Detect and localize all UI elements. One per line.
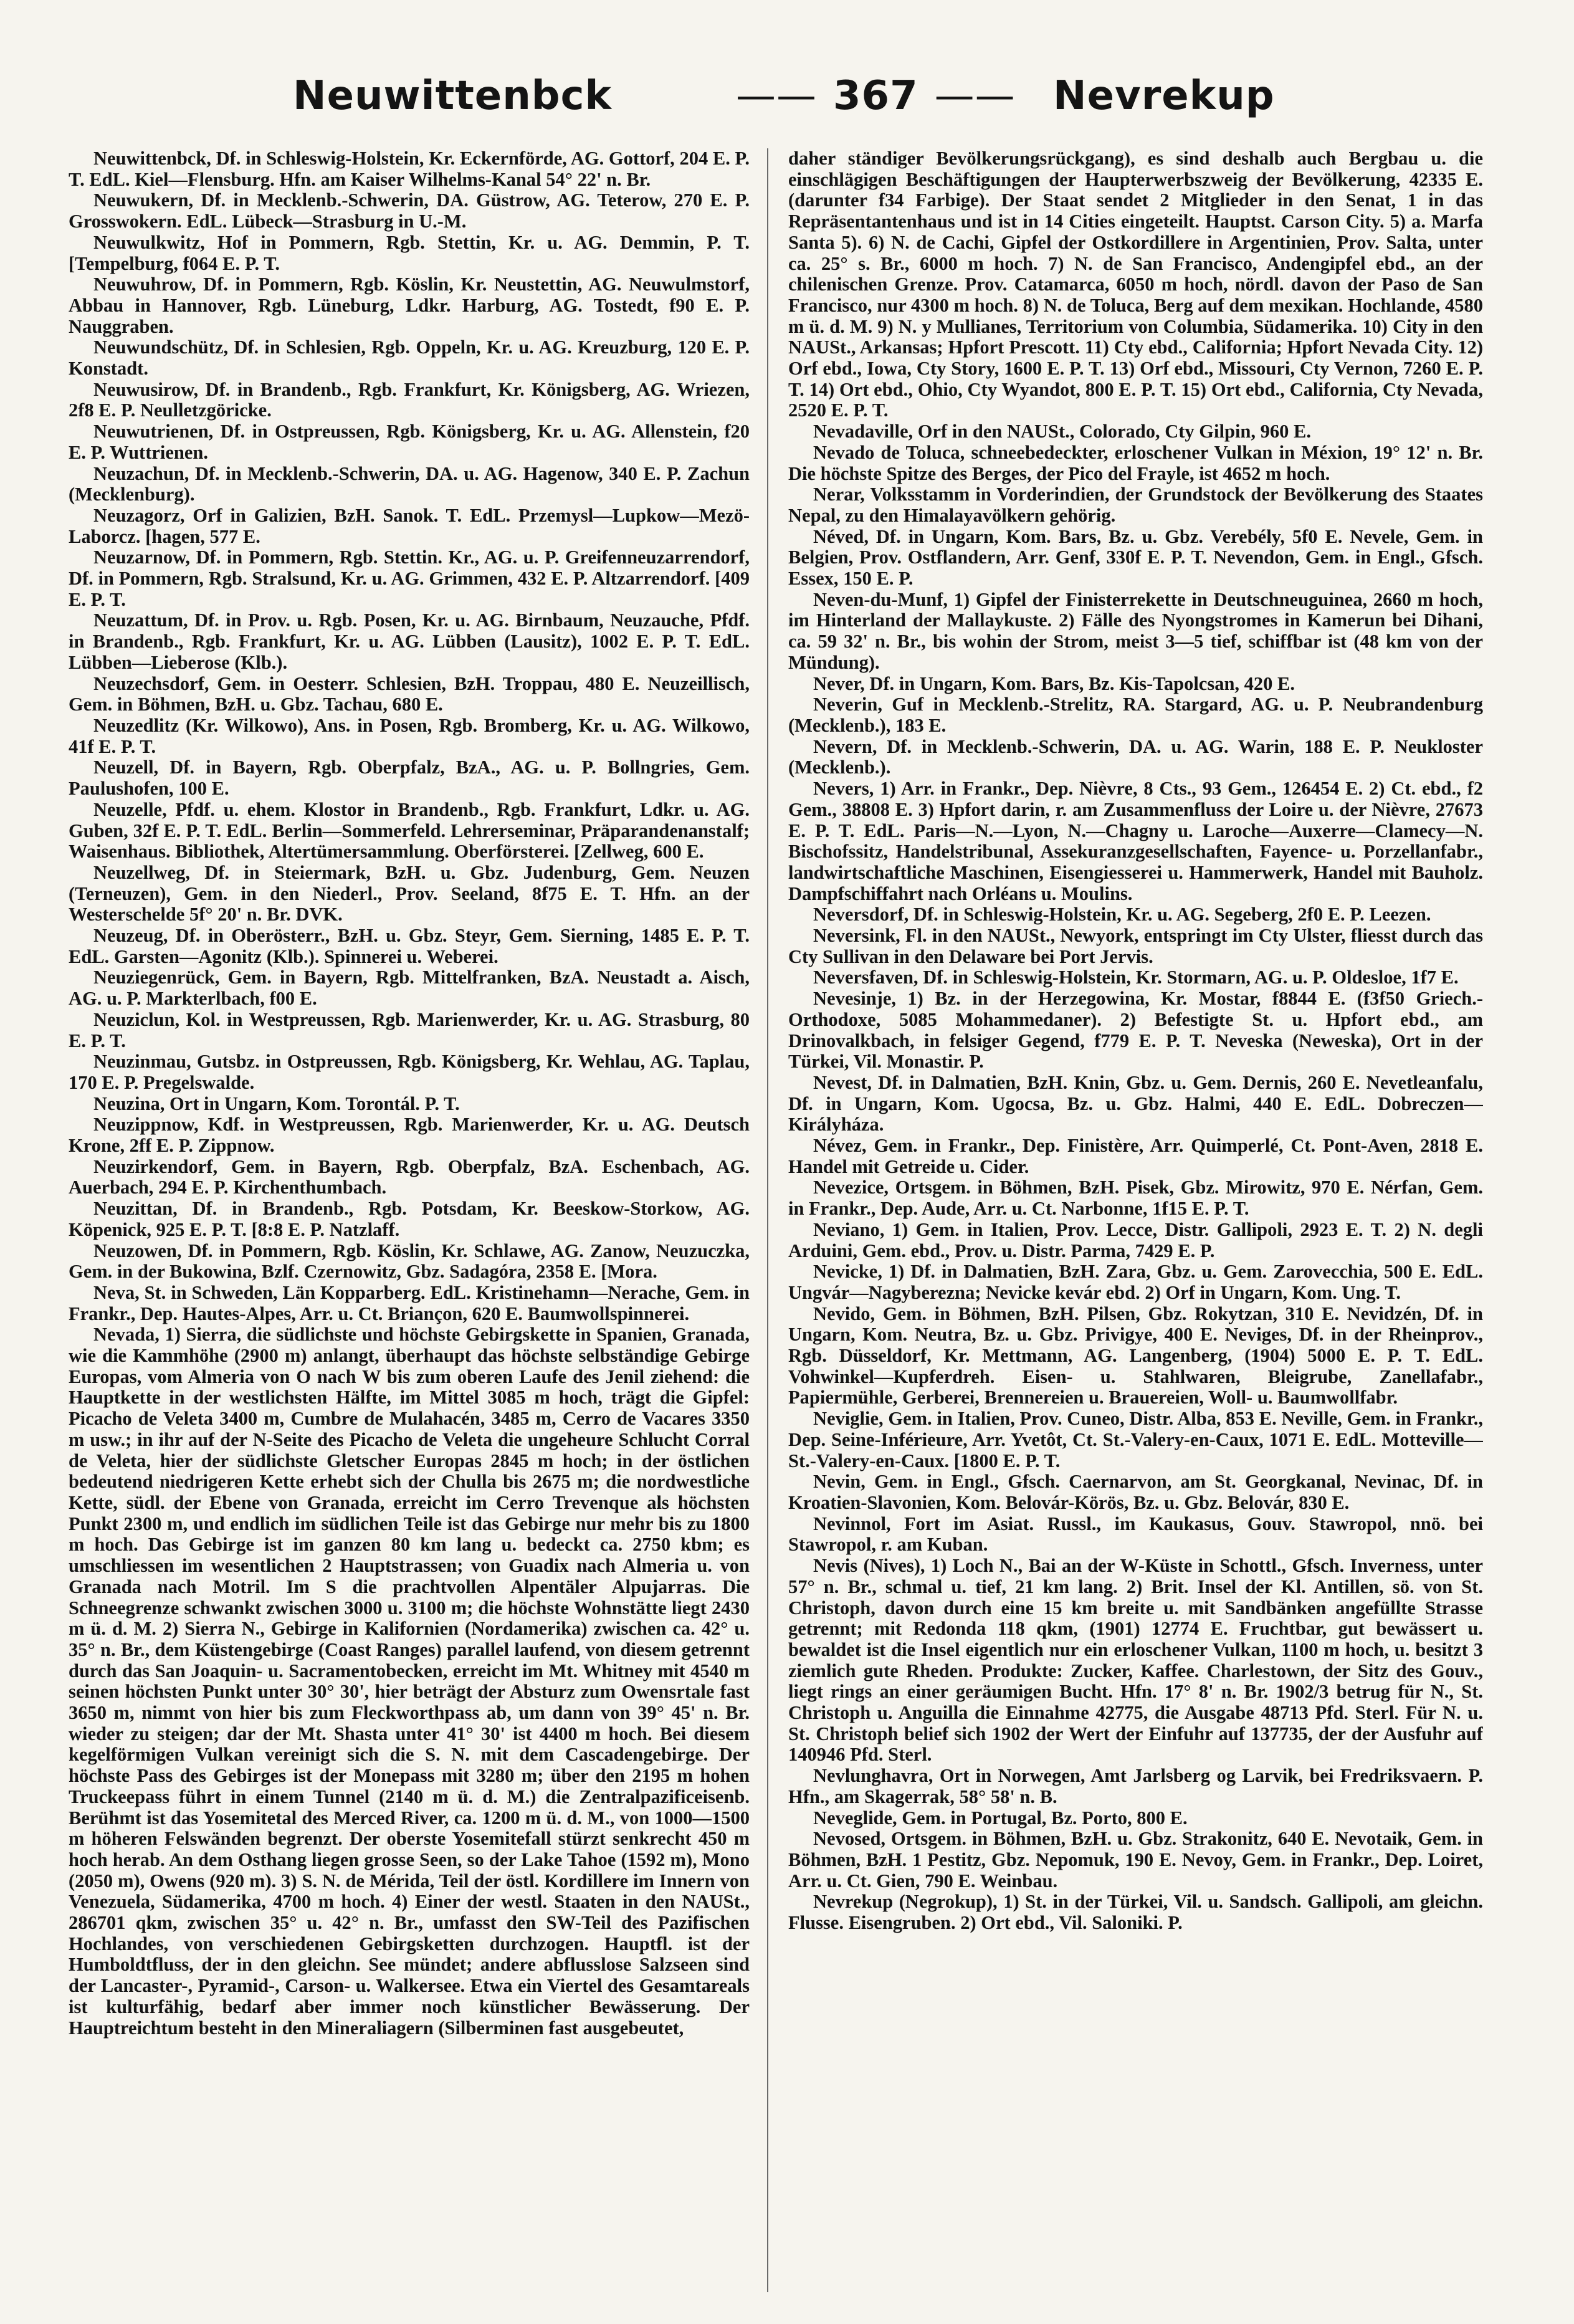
- dictionary-entry: Neuzinmau, Gutsbz. in Ostpreussen, Rgb. Königsberg, Kr. Wehlau, AG. Taplau, 170 E. P. Pregelswalde.: [69, 1051, 750, 1093]
- dictionary-entry: Nevesinje, 1) Bz. in der Herzegowina, Kr. Mostar, f8844 E. (f3f50 Griech.-Orthodoxe, 5085 Mohammedaner). 2) Befestigte St. u. Hpfort ebd., am Drinovalkbach, in felsiger Gegend, f779 E. P. T. Neveska (Neweska), Ort in der Türkei, Vil. Monastir. P.: [788, 988, 1483, 1073]
- dictionary-entry: Neuwusirow, Df. in Brandenb., Rgb. Frankfurt, Kr. Königsberg, AG. Wriezen, 2f8 E. P. Neulletzgöricke.: [69, 378, 750, 421]
- dictionary-entry: Neva, St. in Schweden, Län Kopparberg. EdL. Kristinehamn—Nerache, Gem. in Frankr., Dep. Hautes-Alpes, Arr. u. Ct. Briançon, 620 E. Baumwollspinnerei.: [69, 1281, 750, 1324]
- dictionary-entry: Neuzellweg, Df. in Steiermark, BzH. u. Gbz. Judenburg, Gem. Neuzen (Terneuzen), Gem. in den Niederl., Prov. Seeland, 8f75 E. T. Hfn. an der Westerschelde 5f° 20' n. Br. DVK.: [69, 861, 750, 925]
- dictionary-entry: Neuzedlitz (Kr. Wilkowo), Ans. in Posen, Rgb. Bromberg, Kr. u. AG. Wilkowo, 41f E. P. T.: [69, 714, 750, 757]
- dictionary-entry: Neuzagorz, Orf in Galizien, BzH. Sanok. T. EdL. Przemysl—Lupkow—Mezö-Laborcz. [hagen, 577 E.: [69, 504, 750, 547]
- dictionary-entry: Neuzattum, Df. in Prov. u. Rgb. Posen, Kr. u. AG. Birnbaum, Neuzauche, Pfdf. in Brandenb., Rgb. Frankfurt, Kr. u. AG. Lübben (Lausitz), 1002 E. P. T. EdL. Lübben—Lieberose (Klb.).: [69, 610, 750, 673]
- dictionary-entry: Neuziclun, Kol. in Westpreussen, Rgb. Marienwerder, Kr. u. AG. Strasburg, 80 E. P. T.: [69, 1008, 750, 1051]
- dictionary-entry: Neversfaven, Df. in Schleswig-Holstein, Kr. Stormarn, AG. u. P. Oldesloe, 1f7 E.: [813, 967, 1459, 988]
- column-divider: [767, 148, 768, 2292]
- page-number-group: [720, 73, 1032, 119]
- dictionary-entry: daher ständiger Bevölkerungsrückgang), es sind deshalb auch Bergbau u. die einschlägigen Beschäftigungen der Haupterwerbszweig der Bevölkerung, 42335 E. (darunter f34 Farbige). Der Staat sendet 2 Mitglieder in den Senat, 1 in das Repräsentantenhaus und ist in 14 Cities eingeteilt. Hauptst. Carson City. 5) a. Marfa Santa 5). 6) N. de Cachi, Gipfel der Ostkordillere in Argentinien, Prov. Salta, unter ca. 25° s. Br., 6000 m hoch. 7) N. de San Francisco, Andengipfel ebd., an der chilenischen Grenze. Prov. Catamarca, 6050 m hoch, nördl. davon der Paso de San Francisco, nur 4300 m hoch. 8) N. de Toluca, Berg auf dem mexikan. Hochlande, 4580 m ü. d. M. 9) N. y Mullianes, Territorium von Columbia, Südamerika. 10) City in den NAUSt., Arkansas; Hpfort Prescott. 11) Cty ebd., California; Hpfort Nevada City. 12) Orf ebd., Iowa, Cty Story, 1600 E. P. T. 13) Orf ebd., Missouri, Cty Vernon, 7260 E. P. T. 14) Ort ebd., Ohio, Cty Wyandot, 800 E. P. T. 15) Ort ebd., California, Cty Nevada, 2520 E. P. T.: [788, 148, 1483, 421]
- dictionary-entry: Nerar, Volksstamm in Vorderindien, der Grundstock der Bevölkerung des Staates Nepal, zu den Himalayavölkern gehörig.: [788, 484, 1483, 526]
- dictionary-entry: Nevada, 1) Sierra, die südlichste und höchste Gebirgskette in Spanien, Granada, wie die Kammhöhe (2900 m) anlangt, überhaupt das höchste selbständige Gebirge Europas, vom Almeria von O nach W bis zum oberen Laufe des Jenil ziehend: die Hauptkette in der westlichsten Hälfte, im Mittel 3085 m hoch, trägt die Gipfel: Picacho de Veleta 3400 m, Cumbre de Mulahacén, 3485 m, Cerro de Vacares 3350 m usw.; in ihr auf der N-Seite des Picacho de Veleta die ungeheure Schlucht Corral de Veleta, hier der südlichste Gletscher Europas 2845 m hoch; in der östlichen bedeutend niedrigeren Kette erhebt sich der Chulla bis 2675 m; die nordwestliche Kette, südl. der Ebene von Granada, erreicht im Cerro Trevenque als höchsten Punkt 2300 m, und endlich im südlichen Teile ist das Gebirge nur mehr bis zu 1800 m hoch. Das Gebirge ist im ganzen 80 km lang u. bedeckt ca. 2750 kbm; es umschliessen im wesentlichen 2 Hauptstrassen; von Guadix nach Almeria u. von Granada nach Motril. Im S die prachtvollen Alpentäler Alpujarras. Die Schneegrenze schwankt zwischen 3000 u. 3100 m; die höchste Wohnstätte liegt 2430 m ü. d. M. 2) Sierra N., Gebirge in Kalifornien (Nordamerika) zwischen ca. 42° u. 35° n. Br., dem Küstengebirge (Coast Ranges) parallel laufend, von diesem getrennt durch das San Joaquin- u. Sacramentobecken, erreicht im Mt. Whitney mit 4540 m seinen höchsten Punkt unter 30° 30', hier beträgt der Absturz zum Owensrtale fast 3650 m, nimmt von hier bis zum Fleckworthpass ab, um dann von 39° 45' n. Br. wieder zu steigen; dar der Mt. Shasta unter 41° 30' ist 4400 m hoch. Bei diesem kegelförmigen Vulkan vereinigt sich die S. N. mit dem Cascadengebirge. Der höchste Pass des Gebirges ist der Monepass mit 3280 m; über den 2195 m hohen Truckeepass führt in einem Tunnel (2140 m ü. d. M.) die Zentralpazificeisenb. Berühmt ist das Yosemitetal des Merced River, ca. 1200 m ü. d. M., von 1000—1500 m höheren Felswänden begrenzt. Der oberste Yosemitefall stürzt senkrecht 450 m hoch herab. An dem Osthang liegen grosse Seen, so der Lake Tahoe (1592 m), Mono (2050 m), Owens (920 m). 3) S. N. de Mérida, Teil der östl. Kordillere im Innern von Venezuela, Südamerika, 4700 m hoch. 4) Einer der westl. Staaten in den NAUSt., 286701 qkm, zwischen 35° u. 42° n. Br., umfasst den SW-Teil des Pazifischen Hochlandes, von verschiedenen Gebirgsketten durchzogen. Hauptfl. ist der Humboldtfluss, der in den gleichn. See mündet; andere abflusslose Salzseen sind der Lancaster-, Pyramid-, Carson- u. Walkersee. Etwa ein Viertel des Gesamtareals ist kulturfähig, bedarf aber immer noch künstlicher Bewässerung. Der Hauptreichtum besteht in den Mineraliagern (Silberminen fast ausgebeutet,: [69, 1324, 750, 2039]
- dictionary-entry: Nevicke, 1) Df. in Dalmatien, BzH. Zara, Gbz. u. Gem. Zarovecchia, 500 E. EdL. Ungvár—Nagyberezna; Nevicke kevár ebd. 2) Orf in Ungarn, Kom. Ung. T.: [788, 1261, 1483, 1303]
- dictionary-entry: Neuzirkendorf, Gem. in Bayern, Rgb. Oberpfalz, BzA. Eschenbach, AG. Auerbach, 294 E. P. Kirchenthumbach.: [69, 1155, 750, 1198]
- dictionary-entry: Neviglie, Gem. in Italien, Prov. Cuneo, Distr. Alba, 853 E. Neville, Gem. in Frankr., Dep. Seine-Inférieure, Arr. Yvetôt, Ct. St.-Valery-en-Caux, 1071 E. EdL. Motteville—St.-Valery-en-Caux. [1800 E. P. T.: [788, 1408, 1483, 1471]
- dictionary-entry: Nevis (Nives), 1) Loch N., Bai an der W-Küste in Schottl., Gfsch. Inverness, unter 57° n. Br., schmal u. tief, 21 km lang. 2) Brit. Insel der Kl. Antillen, sö. von St. Christoph, davon durch eine 15 km breite u. mit Sandbänken angefüllte Strasse getrennt; mit Redonda 118 qkm, (1901) 12774 E. Fruchtbar, gut bewässert u. bewaldet ist die Insel eigentlich nur ein erloschener Vulkan, 1100 m hoch, u. besitzt 3 ziemlich gute Rheden. Produkte: Zucker, Kaffee. Charlestown, der Sitz des Gouv., liegt rings an einer geräumigen Bucht. Hfn. 17° 8' n. Br. 1902/3 betrug für N., St. Christoph u. Anguilla die Einnahme 42775, die Ausgabe 48713 Pfd. Sterl. Für N. u. St. Christoph belief sich 1902 der Wert der Einfuhr auf 137735, der der Ausfuhr auf 140946 Pfd. Sterl.: [788, 1555, 1483, 1766]
- dictionary-entry: Never, Df. in Ungarn, Kom. Bars, Bz. Kis-Tapolcsan, 420 E.: [813, 672, 1295, 694]
- dictionary-entry: Neven-du-Munf, 1) Gipfel der Finisterrekette in Deutschneuguinea, 2660 m hoch, im Hinterland der Mallaykuste. 2) Fälle des Nyongstromes in Kamerun bei Dihani, ca. 59 32' n. Br., bis wohin der Strom, meist 3—5 tief, schiffbar ist (48 km von der Mündung).: [788, 588, 1483, 673]
- dictionary-entry: Neuzarnow, Df. in Pommern, Rgb. Stettin. Kr., AG. u. P. Greifenneuzarrendorf, Df. in Pommern, Rgb. Stralsund, Kr. u. AG. Grimmen, 432 E. P. Altzarrendorf. [409 E. P. T.: [69, 547, 750, 610]
- dictionary-entry: Neuwundschütz, Df. in Schlesien, Rgb. Oppeln, Kr. u. AG. Kreuzburg, 120 E. P. Konstadt.: [69, 337, 750, 380]
- dictionary-entry: Neverin, Guf in Mecklenb.-Strelitz, RA. Stargard, AG. u. P. Neubrandenburg (Mecklenb.), 183 E.: [788, 694, 1483, 736]
- header-left-catchword: Neuwittenbck: [293, 73, 613, 119]
- dictionary-entry: Nevest, Df. in Dalmatien, BzH. Knin, Gbz. u. Gem. Dernis, 260 E. Nevetleanfalu, Df. in Ungarn, Kom. Ugocsa, Bz. u. Gbz. Halmi, 440 E. EdL. Dobreczen—Királyháza.: [788, 1071, 1483, 1136]
- dictionary-entry: Neuwulkwitz, Hof in Pommern, Rgb. Stettin, Kr. u. AG. Demmin, P. T. [Tempelburg, f064 E. P. T.: [69, 231, 750, 274]
- dictionary-entry: Nevido, Gem. in Böhmen, BzH. Pilsen, Gbz. Rokytzan, 310 E. Nevidzén, Df. in Ungarn, Kom. Neutra, Bz. u. Gbz. Privigye, 400 E. Neviges, Df. in der Rheinprov., Rgb. Düsseldorf, Kr. Mettmann, AG. Langenberg, (1904) 5000 E. P. T. EdL. Vohwinkel—Kupferdreh. Eisen- u. Stahlwaren, Bleigrube, Zanellafabr., Papiermühle, Gerberei, Brennereien u. Brauereien, Woll- u. Baumwollfabr.: [788, 1303, 1483, 1408]
- dictionary-entry: Neversdorf, Df. in Schleswig-Holstein, Kr. u. AG. Segeberg, 2f0 E. P. Leezen.: [813, 904, 1431, 925]
- dictionary-entry: Nevadaville, Orf in den NAUSt., Colorado, Cty Gilpin, 960 E.: [813, 421, 1311, 442]
- dictionary-entry: Nevinnol, Fort im Asiat. Russl., im Kaukasus, Gouv. Stawropol, nnö. bei Stawropol, r. am Kuban.: [788, 1513, 1483, 1556]
- dictionary-entry: Nevezice, Ortsgem. in Böhmen, BzH. Pisek, Gbz. Mirowitz, 970 E. Nérfan, Gem. in Frankr., Dep. Aude, Arr. u. Ct. Narbonne, 1f15 E. P. T.: [788, 1177, 1483, 1220]
- dictionary-entry: Neviano, 1) Gem. in Italien, Prov. Lecce, Distr. Gallipoli, 2923 E. T. 2) N. degli Arduini, Gem. ebd., Prov. u. Distr. Parma, 7429 E. P.: [788, 1218, 1483, 1261]
- dictionary-entry: Neuwutrienen, Df. in Ostpreussen, Rgb. Königsberg, Kr. u. AG. Allenstein, f20 E. P. Wuttrienen.: [69, 421, 750, 463]
- dictionary-entry: Neuzippnow, Kdf. in Westpreussen, Rgb. Marienwerder, Kr. u. AG. Deutsch Krone, 2ff E. P. Zippnow.: [69, 1114, 750, 1157]
- dictionary-entry: Névez, Gem. in Frankr., Dep. Finistère, Arr. Quimperlé, Ct. Pont-Aven, 2818 E. Handel mit Getreide u. Cider.: [788, 1135, 1483, 1177]
- dictionary-entry: Nevosed, Ortsgem. in Böhmen, BzH. u. Gbz. Strakonitz, 640 E. Nevotaik, Gem. in Böhmen, BzH. 1 Pestitz, Gbz. Nepomuk, 190 E. Nevoy, Gem. in Frankr., Dep. Loiret, Arr. u. Ct. Gien, 790 E. Weinbau.: [788, 1828, 1483, 1891]
- header-dash-right: ——: [934, 73, 1016, 119]
- dictionary-entry: Neveglide, Gem. in Portugal, Bz. Porto, 800 E.: [813, 1807, 1188, 1829]
- right-column: [788, 148, 1483, 2302]
- left-column: [69, 148, 750, 2302]
- dictionary-entry: Neuzechsdorf, Gem. in Oesterr. Schlesien, BzH. Troppau, 480 E. Neuzeillisch, Gem. in Böhmen, BzH. u. Gbz. Tachau, 680 E.: [69, 672, 750, 715]
- dictionary-entry: Neversink, Fl. in den NAUSt., Newyork, entspringt im Cty Ulster, fliesst durch das Cty Sullivan in den Delaware bei Port Jervis.: [788, 925, 1483, 967]
- dictionary-entry: Nevers, 1) Arr. in Frankr., Dep. Nièvre, 8 Cts., 93 Gem., 126454 E. 2) Ct. ebd., f2 Gem., 38808 E. 3) Hpfort darin, r. am Zusammenfluss der Loire u. der Nièvre, 27673 E. P. T. EdL. Paris—N.—Lyon, N.—Chagny u. Laroche—Auxerre—Clamecy—N. Bischofssitz, Handelstribunal, Assekuranzgesellschaften, Fayence- u. Porzellanfabr., landwirtschaftliche Maschinen, Eisengiesserei u. Hammerwerk, Handel mit Bauholz. Dampfschiffahrt nach Orléans u. Moulins.: [788, 778, 1483, 904]
- dictionary-entry: Neuwittenbck, Df. in Schleswig-Holstein, Kr. Eckernförde, AG. Gottorf, 204 E. P. T. EdL. Kiel—Flensburg. Hfn. am Kaiser Wilhelms-Kanal 54° 22' n. Br.: [69, 148, 750, 190]
- dictionary-entry: Nevlunghavra, Ort in Norwegen, Amt Jarlsberg og Larvik, bei Fredriksvaern. P. Hfn., am Skagerrak, 58° 58' n. B.: [788, 1765, 1483, 1807]
- dictionary-entry: Neuzina, Ort in Ungarn, Kom. Torontál. P. T.: [93, 1093, 460, 1114]
- dictionary-entry: Nevado de Toluca, schneebedeckter, erloschener Vulkan in Méxion, 19° 12' n. Br. Die höchste Spitze des Berges, der Pico del Frayle, ist 4652 m hoch.: [788, 441, 1483, 484]
- dictionary-entry: Nevin, Gem. in Engl., Gfsch. Caernarvon, am St. Georgkanal, Nevinac, Df. in Kroatien-Slavonien, Kom. Belovár-Körös, Bz. u. Gbz. Belovár, 830 E.: [788, 1471, 1483, 1513]
- dictionary-entry: Néved, Df. in Ungarn, Kom. Bars, Bz. u. Gbz. Verebély, 5f0 E. Nevele, Gem. in Belgien, Prov. Ostflandern, Arr. Genf, 330f E. P. T. Nevendon, Gem. in Engl., Gfsch. Essex, 150 E. P.: [788, 525, 1483, 590]
- dictionary-entry: Neuzeug, Df. in Oberösterr., BzH. u. Gbz. Steyr, Gem. Sierning, 1485 E. P. T. EdL. Garsten—Agonitz (Klb.). Spinnerei u. Weberei.: [69, 925, 750, 967]
- dictionary-entry: Neuwuhrow, Df. in Pommern, Rgb. Köslin, Kr. Neustettin, AG. Neuwulmstorf, Abbau in Hannover, Rgb. Lüneburg, Ldkr. Harburg, AG. Tostedt, f90 E. P. Nauggraben.: [69, 274, 750, 337]
- dictionary-entry: Nevrekup (Negrokup), 1) St. in der Türkei, Vil. u. Sandsch. Gallipoli, am gleichn. Flusse. Eisengruben. 2) Ort ebd., Vil. Saloniki. P.: [788, 1891, 1483, 1934]
- dictionary-entry: Neuwukern, Df. in Mecklenb.-Schwerin, DA. Güstrow, AG. Teterow, 270 E. P. Grosswokern. EdL. Lübeck—Strasburg in U.-M.: [69, 189, 750, 232]
- dictionary-entry: Nevern, Df. in Mecklenb.-Schwerin, DA. u. AG. Warin, 188 E. P. Neukloster (Mecklenb.).: [788, 735, 1483, 778]
- header-dash-left: ——: [736, 73, 817, 119]
- dictionary-entry: Neuzowen, Df. in Pommern, Rgb. Köslin, Kr. Schlawe, AG. Zanow, Neuzuczka, Gem. in der Bukowina, Bzlf. Czernowitz, Gbz. Sadagóra, 2358 E. [Mora.: [69, 1240, 750, 1283]
- dictionary-entry: Neuziegenrück, Gem. in Bayern, Rgb. Mittelfranken, BzA. Neustadt a. Aisch, AG. u. P. Markterlbach, f00 E.: [69, 967, 750, 1010]
- header-right-catchword: Nevrekup: [1053, 73, 1275, 119]
- dictionary-entry: Neuzachun, Df. in Mecklenb.-Schwerin, DA. u. AG. Hagenow, 340 E. P. Zachun (Mecklenburg).: [69, 462, 750, 505]
- page-number: 367: [833, 73, 918, 119]
- dictionary-entry: Neuzelle, Pfdf. u. ehem. Klostor in Brandenb., Rgb. Frankfurt, Ldkr. u. AG. Guben, 32f E. P. T. EdL. Berlin—Sommerfeld. Lehrerseminar, Präparandenanstalf; Waisenhaus. Bibliothek, Altertümersammlung. Oberförsterei. [Zellweg, 600 E.: [69, 798, 750, 863]
- dictionary-entry: Neuzittan, Df. in Brandenb., Rgb. Potsdam, Kr. Beeskow-Storkow, AG. Köpenick, 925 E. P. T. [8:8 E. P. Natzlaff.: [69, 1198, 750, 1240]
- dictionary-entry: Neuzell, Df. in Bayern, Rgb. Oberpfalz, BzA., AG. u. P. Bollngries, Gem. Paulushofen, 100 E.: [69, 757, 750, 800]
- page-header: [0, 59, 1574, 140]
